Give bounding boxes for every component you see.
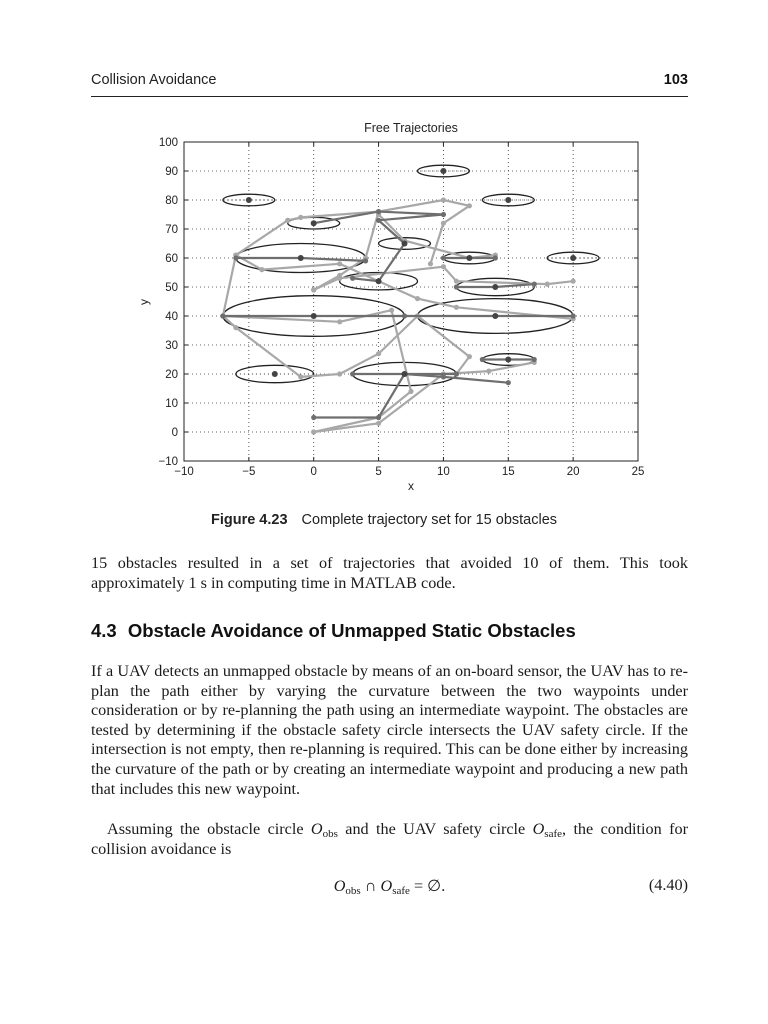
paragraph-2: If a UAV detects an unmapped obstacle by means of an on-board sensor, the UAV has to re-plan the path either by varying the curvature between the two waypoints under consideration or by re-planning the path using an intermediate waypoint. The obstacles are tested by determining if the obstacle safety circle intersects the UAV safety circle. If the intersection is not empty, then re-planning is required. This can be done either by increasing the curvature of the path or by creating an intermediate waypoint and producing a new path that includes this new waypoint.	[91, 662, 688, 798]
y-tick-label: 0	[171, 427, 178, 439]
eq-intersection: ∩	[360, 877, 381, 895]
trajectory-line	[417, 316, 469, 374]
y-tick-label: 90	[165, 166, 178, 178]
x-tick-label: 10	[437, 466, 450, 478]
waypoint-marker	[408, 389, 413, 394]
waypoint-marker	[363, 258, 368, 263]
section-number: 4.3	[91, 620, 117, 641]
waypoint-marker	[467, 203, 472, 208]
waypoint-marker	[454, 371, 459, 376]
y-tick-label: 100	[158, 137, 178, 149]
waypoint-marker	[454, 279, 459, 284]
waypoint-marker	[428, 261, 433, 266]
x-tick-label: 0	[310, 466, 317, 478]
eq-subscript-safe: safe	[392, 885, 410, 897]
paragraph-3-text-3: , the condition for collision avoidance is	[91, 820, 688, 858]
x-tick-label: 5	[375, 466, 382, 478]
waypoint-marker	[454, 284, 459, 289]
trajectory-chart	[0, 110, 768, 502]
waypoint-marker	[402, 313, 407, 318]
paragraph-1: 15 obstacles resulted in a set of trajectories that avoided 10 of them. This took approximately 1 s in computing time in MATLAB code.	[91, 554, 688, 592]
equation-4-40	[91, 876, 688, 898]
waypoint-marker	[441, 255, 446, 260]
obstacle-circle-symbol: O	[310, 820, 323, 838]
equation-number: (4.40)	[648, 876, 688, 894]
waypoint-marker	[376, 351, 381, 356]
waypoint-marker	[350, 276, 355, 281]
waypoint-marker	[415, 296, 420, 301]
y-axis-label: y	[137, 299, 151, 305]
waypoint-marker	[545, 282, 550, 287]
waypoint-marker	[571, 313, 576, 318]
trajectory-line	[314, 374, 509, 418]
x-tick-label: 25	[631, 466, 645, 478]
y-tick-label: 30	[165, 340, 178, 352]
y-tick-label: −10	[158, 456, 178, 468]
obstacle-center-marker	[311, 313, 317, 319]
x-axis-label: x	[408, 479, 414, 493]
obstacle-center-marker	[246, 197, 252, 203]
waypoint-marker	[441, 197, 446, 202]
x-tick-label: −10	[174, 466, 194, 478]
waypoint-marker	[467, 354, 472, 359]
waypoint-marker	[337, 371, 342, 376]
waypoint-marker	[350, 371, 355, 376]
safety-circle-subscript: safe	[544, 828, 563, 840]
waypoint-marker	[441, 212, 446, 217]
waypoint-marker	[337, 261, 342, 266]
waypoint-marker	[532, 357, 537, 362]
y-tick-label: 80	[165, 195, 178, 207]
x-tick-label: 15	[501, 466, 515, 478]
eq-rhs: = ∅.	[409, 877, 446, 895]
waypoint-marker	[376, 421, 381, 426]
obstacle-center-marker	[440, 168, 446, 174]
y-tick-label: 60	[165, 253, 178, 265]
y-tick-label: 10	[165, 398, 178, 410]
page-number: 103	[663, 72, 688, 88]
paragraph-3-text-1: Assuming the obstacle circle	[107, 820, 311, 838]
waypoint-marker	[337, 319, 342, 324]
waypoint-marker	[311, 287, 316, 292]
waypoint-marker	[337, 273, 342, 278]
figure-caption-text: Complete trajectory set for 15 obstacles	[301, 512, 558, 528]
trajectory-series	[220, 197, 575, 434]
waypoint-marker	[389, 308, 394, 313]
obstacle-center-marker	[298, 255, 304, 261]
waypoint-marker	[233, 325, 238, 330]
obstacle-center-marker	[492, 313, 498, 319]
waypoint-marker	[486, 369, 491, 374]
obstacle-center-marker	[570, 255, 576, 261]
section-heading	[91, 620, 688, 642]
waypoint-marker	[298, 374, 303, 379]
y-tick-label: 50	[165, 282, 178, 294]
section-title: Obstacle Avoidance of Unmapped Static Obstacles	[127, 620, 576, 641]
safety-circle-symbol: O	[532, 820, 545, 838]
obstacle-circle-subscript: obs	[322, 828, 338, 840]
waypoint-marker	[311, 429, 316, 434]
obstacle-circles	[223, 165, 599, 385]
equation-body	[91, 876, 688, 896]
paragraph-3	[91, 820, 688, 859]
obstacle-center-marker	[492, 284, 498, 290]
obstacle-center-marker	[311, 220, 317, 226]
running-header	[91, 70, 688, 97]
x-tick-label: −5	[242, 466, 256, 478]
waypoint-marker	[571, 279, 576, 284]
trajectory-line	[314, 362, 535, 432]
waypoint-marker	[376, 218, 381, 223]
y-tick-label: 70	[165, 224, 178, 236]
x-tick-label: 20	[566, 466, 580, 478]
obstacle-center-marker	[505, 357, 511, 363]
waypoint-marker	[532, 282, 537, 287]
chart-title: Free Trajectories	[364, 121, 458, 135]
waypoint-marker	[441, 264, 446, 269]
waypoint-marker	[441, 221, 446, 226]
waypoint-marker	[311, 415, 316, 420]
waypoint-marker	[376, 415, 381, 420]
eq-symbol-safe: O	[380, 877, 393, 895]
waypoint-marker	[259, 267, 264, 272]
obstacle-center-marker	[505, 197, 511, 203]
waypoint-marker	[480, 357, 485, 362]
waypoint-marker	[493, 255, 498, 260]
y-tick-label: 40	[165, 311, 178, 323]
waypoint-marker	[506, 380, 511, 385]
waypoint-marker	[376, 209, 381, 214]
waypoint-marker	[454, 305, 459, 310]
waypoint-marker	[285, 218, 290, 223]
obstacle-center-marker	[376, 278, 382, 284]
figure-label: Figure 4.23	[210, 512, 288, 528]
trajectory-line	[223, 310, 411, 432]
eq-subscript-obs: obs	[345, 885, 361, 897]
obstacle-center-marker	[272, 371, 278, 377]
paragraph-3-text-2: and the UAV safety circle	[337, 820, 533, 838]
y-tick-label: 20	[165, 369, 178, 381]
waypoint-marker	[298, 215, 303, 220]
obstacle-center-marker	[466, 255, 472, 261]
running-title: Collision Avoidance	[91, 72, 217, 88]
figure-caption	[0, 512, 768, 528]
waypoint-marker	[233, 255, 238, 260]
waypoint-marker	[220, 313, 225, 318]
obstacle-center-marker	[402, 241, 408, 247]
obstacle-center-marker	[402, 371, 408, 377]
eq-symbol-obs: O	[333, 877, 346, 895]
